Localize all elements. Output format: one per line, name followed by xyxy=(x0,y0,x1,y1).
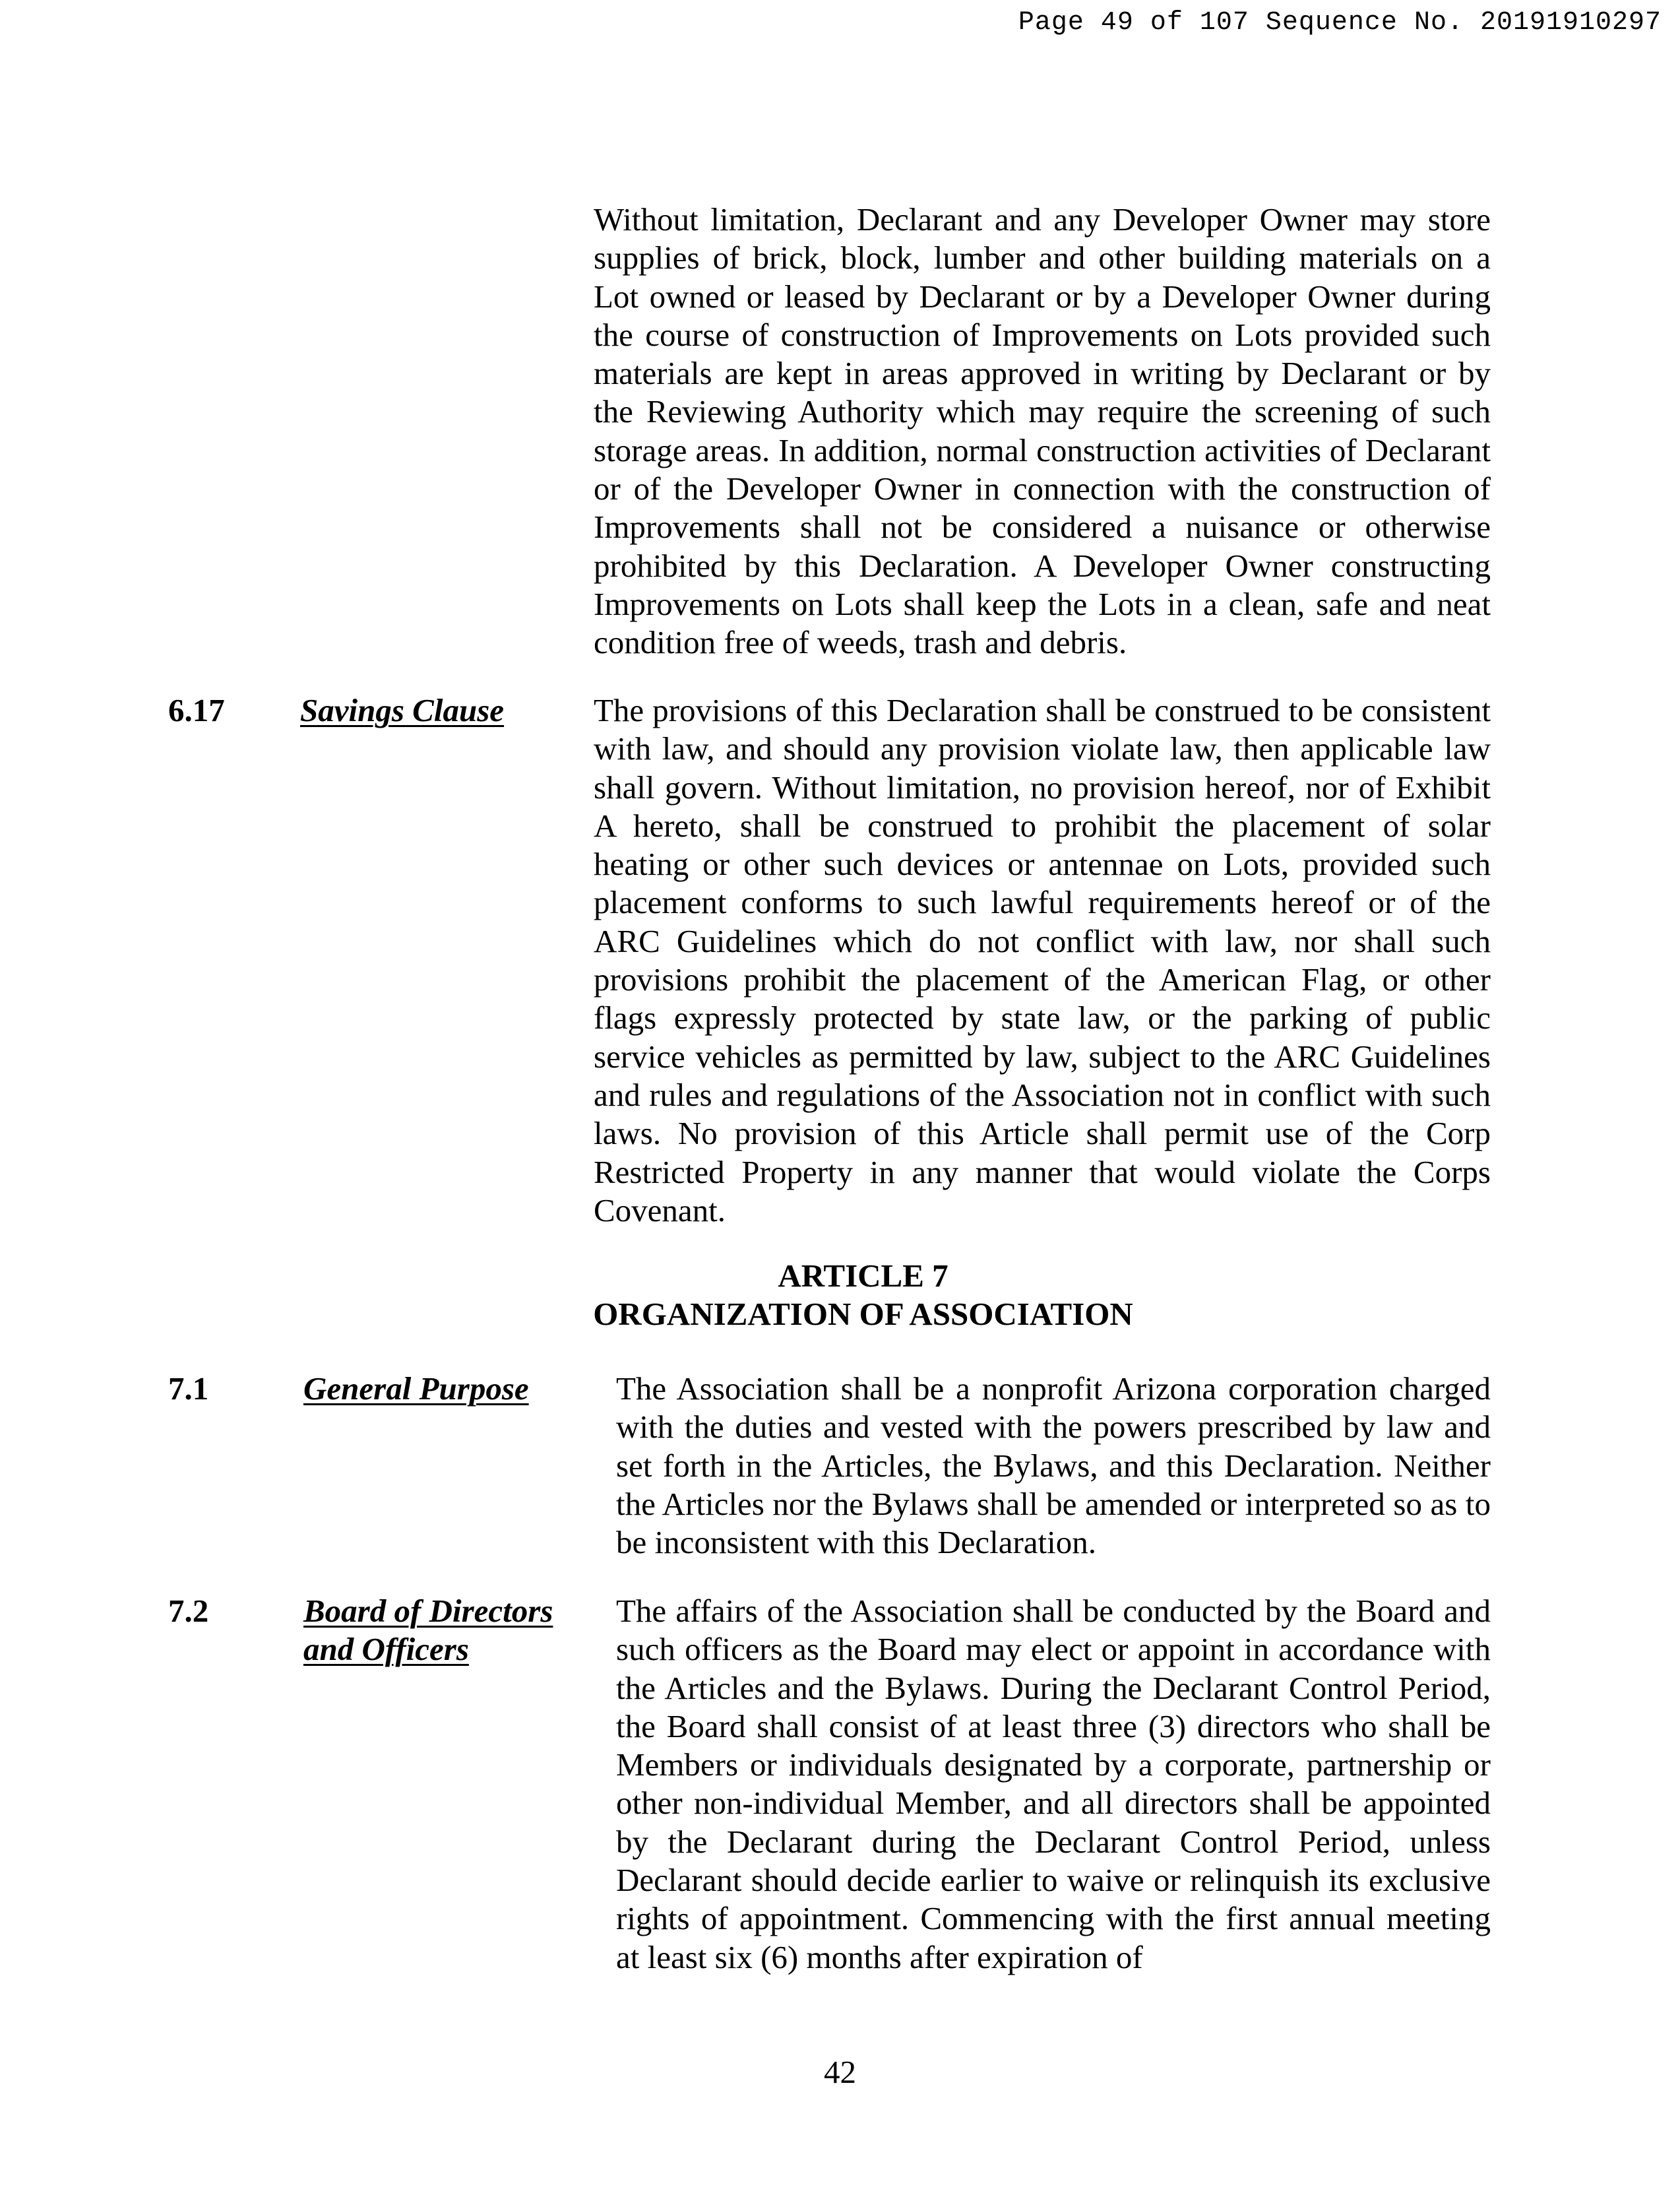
page-number: 42 xyxy=(824,2054,856,2090)
section-title-savings-clause: Savings Clause xyxy=(300,692,505,728)
section-text-7-1: The Association shall be a nonprofit Arizona corporation charged with the duties and vested with the powers prescribed by law and set forth in the Articles, the Bylaws, and this Declaration. Neither the Articles nor the Bylaws shall be amended or interpreted so as to be inconsistent with this Declaration. xyxy=(616,1370,1491,1561)
section-text-6-17: The provisions of this Declaration shall be construed to be consistent with law, and should any provision violate law, then applicable law shall govern. Without limitation, no provision hereof, nor of Exhibit A hereto, shall be construed to prohibit the placement of solar heating or other such devices or antennae on Lots, provided such placement conforms to such lawful requirements hereof or of the ARC Guidelines which do not conflict with law, nor shall such provisions prohibit the placement of the American Flag, or other flags expressly protected by state law, or the parking of public service vehicles as permitted by law, subject to the ARC Guidelines and rules and regulations of the Association not in conflict with such laws. No provision of this Article shall permit use of the Corp Restricted Property in any manner that would violate the Corps Covenant. xyxy=(594,692,1491,1228)
section-title-board-of-directors: Board of Directors xyxy=(303,1593,553,1629)
section-title-and-officers: and Officers xyxy=(303,1631,469,1667)
section-number-7-2: 7.2 xyxy=(168,1593,209,1629)
section-number-7-1: 7.1 xyxy=(168,1370,209,1407)
article-heading-number: ARTICLE 7 xyxy=(778,1257,949,1294)
page-sequence-stamp: Page 49 of 107 Sequence No. 20191910297 xyxy=(1018,8,1662,38)
section-text-7-2: The affairs of the Association shall be conducted by the Board and such officers as the Board may elect or appoint in accordance with the Articles and the Bylaws. During the Declarant Control Period, the Board shall consist of at least three (3) directors who shall be Members or individuals designated by a corporate, partnership or other non-individual Member, and all directors shall be appointed by the Declarant during the Declarant Control Period, unless Declarant should decide earlier to waive or relinquish its exclusive rights of appointment. Commencing with the first annual meeting at least six (6) months after expiration of xyxy=(616,1593,1491,1975)
article-heading-title: ORGANIZATION OF ASSOCIATION xyxy=(593,1296,1133,1332)
section-number-6-17: 6.17 xyxy=(168,692,225,728)
intro-paragraph: Without limitation, Declarant and any Developer Owner may store supplies of brick, block, lumber and other building materials on a Lot owned or leased by Declarant or by a Developer Owner during the course of construction of Improvements on Lots provided such materials are kept in areas approved in writing by Declarant or by the Reviewing Authority which may require the screening of such storage areas. In addition, normal construction activities of Declarant or of the Developer Owner in connection with the construction of Improvements shall not be considered a nuisance or otherwise prohibited by this Declaration. A Developer Owner constructing Improvements on Lots shall keep the Lots in a clean, safe and neat condition free of weeds, trash and debris. xyxy=(594,201,1491,661)
section-title-general-purpose: General Purpose xyxy=(303,1370,529,1407)
